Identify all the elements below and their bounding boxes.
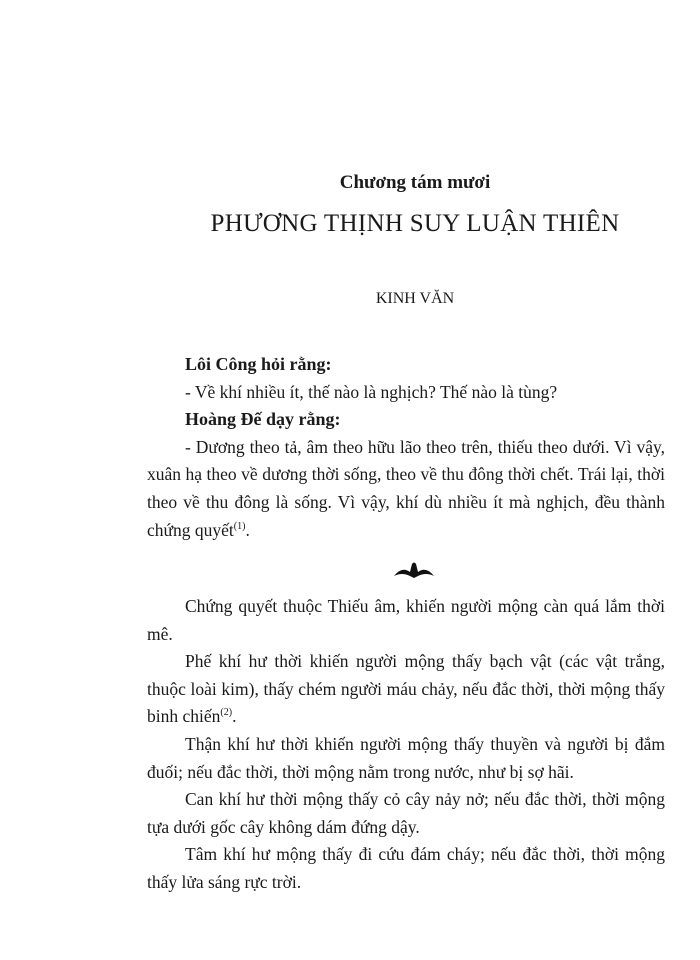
- section-heading: KINH VĂN: [375, 290, 455, 307]
- paragraph: Thận khí hư thời khiến người mộng thấy thuyền và người bị đắm đuối; nếu đắc thời, thời mộng nằm trong nước, như bị sợ hãi.: [147, 733, 665, 782]
- floral-divider-icon: [392, 560, 436, 580]
- chapter-label: Chương tám mươi: [339, 172, 491, 193]
- answer: [147, 434, 665, 544]
- paragraph: Can khí hư thời mộng thấy cỏ cây nảy nở; nếu đắc thời, thời mộng tựa dưới gốc cây không dám đứng dậy.: [147, 789, 665, 837]
- footnote-ref[interactable]: (1): [233, 520, 246, 532]
- punct: .: [232, 706, 237, 727]
- speaker-lei-gong: Lôi Công hỏi rằng:: [185, 354, 332, 374]
- paragraph: Tâm khí hư mộng thấy đi cứu đám cháy; nếu đắc thời, thời mộng thấy lửa sáng rực trời.: [147, 844, 665, 892]
- commentary-block: [147, 593, 665, 897]
- question: - Về khí nhiều ít, thế nào là nghịch? Thế nào là tùng?: [185, 381, 558, 402]
- speaker-huang-di: Hoàng Đế dạy rằng:: [185, 409, 341, 430]
- dialogue-block: [147, 351, 665, 544]
- paragraph: [147, 648, 665, 731]
- paragraph-text: Phế khí hư thời khiến người mộng thấy bạch vật (các vật trắng, thuộc loài kim), thấy chém người máu chảy, nếu đắc thời, thời mộng thấy binh chiến: [147, 651, 665, 727]
- paragraph: Chứng quyết thuộc Thiếu âm, khiến người mộng càn quá lắm thời mê.: [147, 596, 665, 644]
- chapter-title: PHƯƠNG THỊNH SUY LUẬN THIÊN: [210, 210, 620, 237]
- answer-text: - Dương theo tả, âm theo hữu lão theo trên, thiếu theo dưới. Vì vậy, xuân hạ theo về dương thời sống, theo về thu đông thời chết. Trái lại, thời theo về thu đông là sống. Vì vậy, khí dù nhiều ít mà nghịch, đều thành chứng quyết: [147, 436, 665, 540]
- punct: .: [245, 519, 250, 540]
- footnote-ref[interactable]: (2): [220, 707, 233, 719]
